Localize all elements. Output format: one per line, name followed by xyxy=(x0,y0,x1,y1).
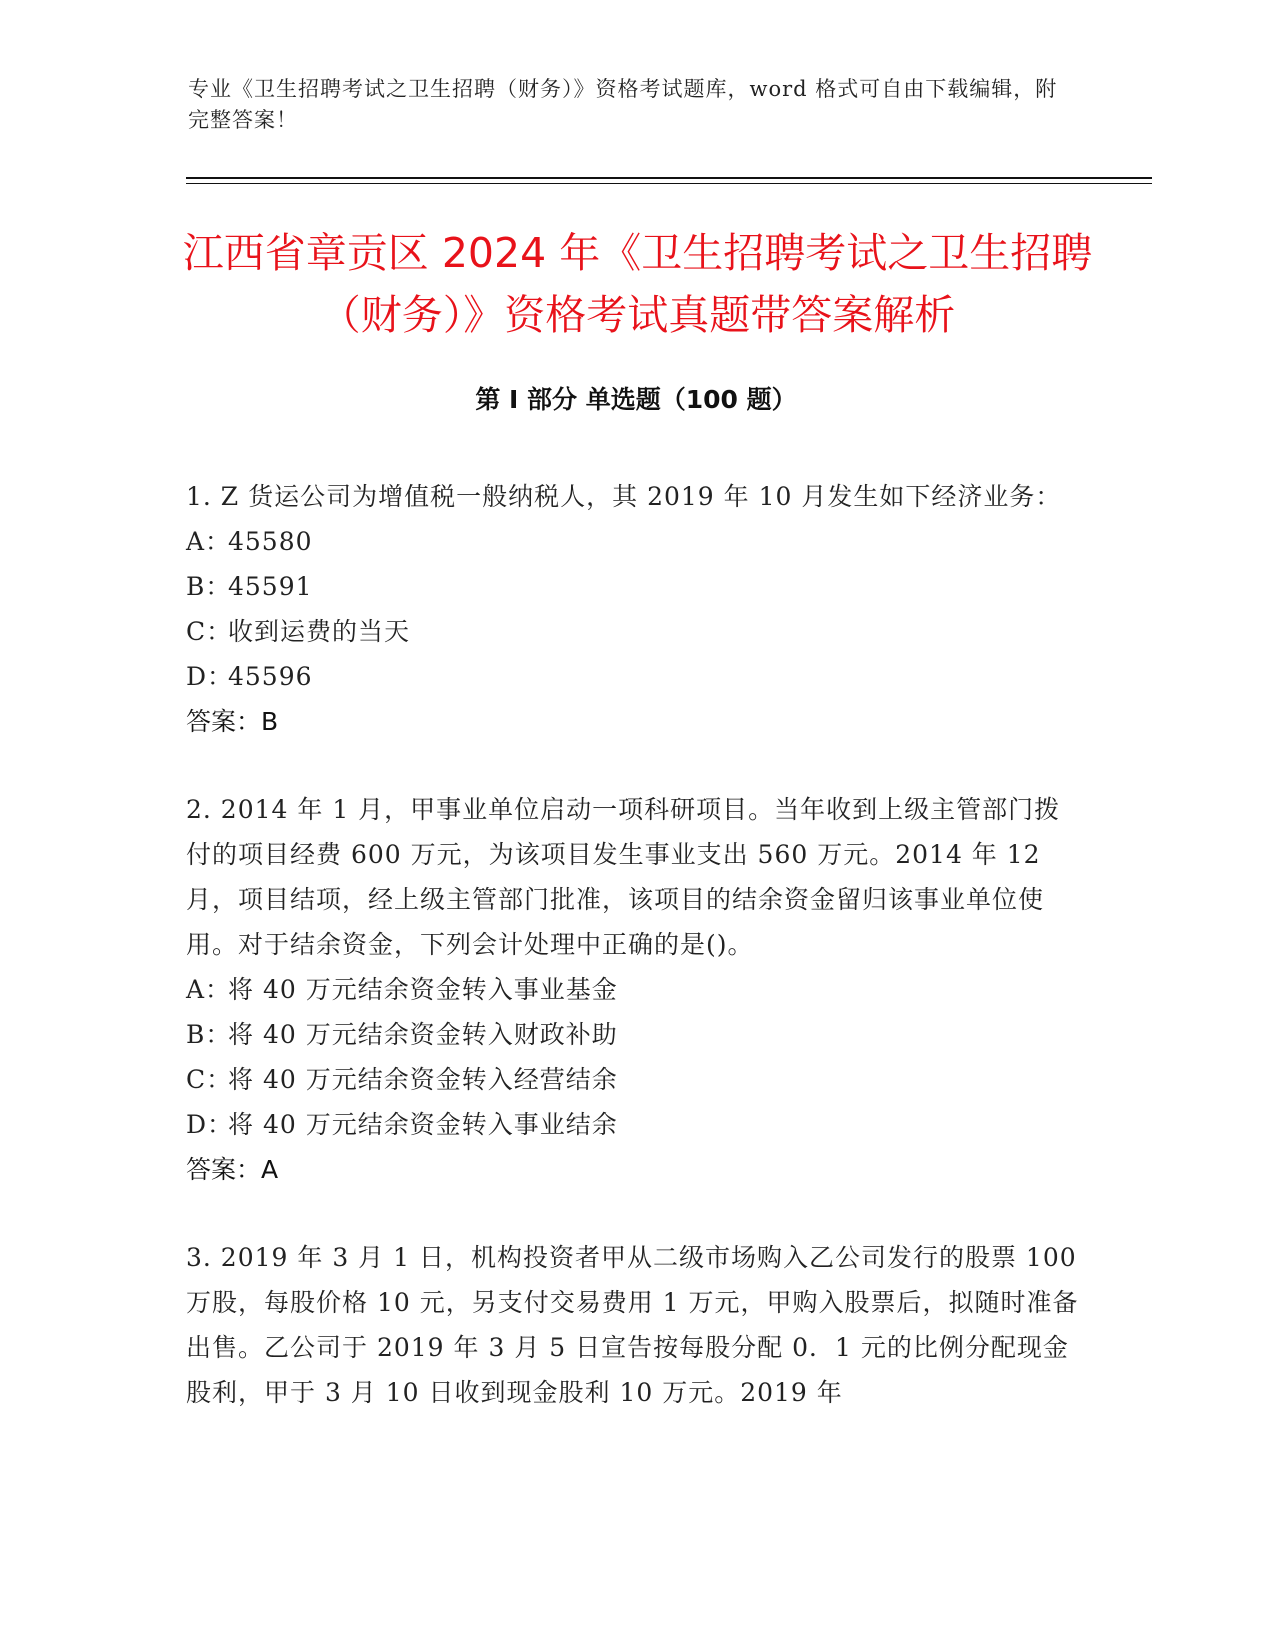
option-d xyxy=(186,654,1086,699)
question-stem: 3. 2019 年 3 月 1 日，机构投资者甲从二级市场购入乙公司发行的股票 100 万股，每股价格 10 元，另支付交易费用 1 万元，甲购入股票后，拟随时准备出售。乙公司于 2019 年 3 月 5 日宣告按每股分配 0．1 元的比例分配现金股利，甲于 3 月 10 日收到现金股利 10 万元。2019 年 xyxy=(186,1243,1079,1407)
question-1 xyxy=(186,474,1086,744)
option-c xyxy=(186,1057,1086,1102)
option-key: D： xyxy=(186,1110,234,1139)
question-stem: 2. 2014 年 1 月，甲事业单位启动一项科研项目。当年收到上级主管部门拨付的项目经费 600 万元，为该项目发生事业支出 560 万元。2014 年 12 月，项目结项，经上级主管部门批准，该项目的结余资金留归该事业单位使用。对于结余资金，下列会计处理中正确的是()。 xyxy=(186,795,1061,959)
question-stem: 1. Z 货运公司为增值税一般纳税人，其 2019 年 10 月发生如下经济业务： xyxy=(186,482,1062,511)
option-key: A： xyxy=(186,975,232,1004)
option-text: 将 40 万元结余资金转入财政补助 xyxy=(228,1020,618,1049)
option-a xyxy=(186,967,1086,1012)
option-text: 45596 xyxy=(228,662,313,691)
option-text: 45591 xyxy=(228,572,313,601)
option-key: B： xyxy=(186,572,232,601)
option-a xyxy=(186,519,1086,564)
header-rule-thin xyxy=(186,183,1152,184)
option-c xyxy=(186,609,1086,654)
document-title: 江西省章贡区 2024 年《卫生招聘考试之卫生招聘（财务）》资格考试真题带答案解析 xyxy=(182,229,1093,339)
option-b xyxy=(186,564,1086,609)
option-key: A： xyxy=(186,527,232,556)
option-text: 将 40 万元结余资金转入事业结余 xyxy=(228,1110,618,1139)
question-2 xyxy=(186,787,1086,1192)
answer-line: 答案：A xyxy=(186,1155,279,1184)
option-key: C： xyxy=(186,617,233,646)
option-text: 收到运费的当天 xyxy=(228,617,411,646)
answer-line: 答案：B xyxy=(186,707,279,736)
option-key: B： xyxy=(186,1020,232,1049)
option-text: 将 40 万元结余资金转入经营结余 xyxy=(228,1065,618,1094)
header-rule-thick xyxy=(186,177,1152,179)
option-b xyxy=(186,1012,1086,1057)
question-list xyxy=(186,474,1086,1458)
option-d xyxy=(186,1102,1086,1147)
section-heading: 第 I 部分 单选题（100 题） xyxy=(475,385,797,414)
header-note: 专业《卫生招聘考试之卫生招聘（财务）》资格考试题库，word 格式可自由下载编辑，附完整答案！ xyxy=(188,77,1058,132)
option-text: 45580 xyxy=(228,527,313,556)
option-text: 将 40 万元结余资金转入事业基金 xyxy=(228,975,618,1004)
option-key: D： xyxy=(186,662,234,691)
option-key: C： xyxy=(186,1065,233,1094)
question-3 xyxy=(186,1235,1086,1415)
